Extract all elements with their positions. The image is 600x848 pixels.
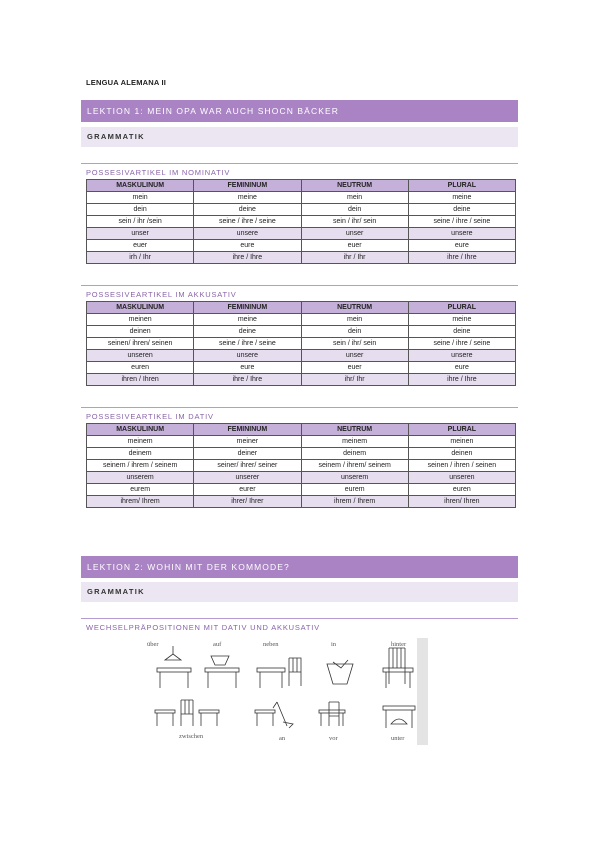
table-cell: sein / ihr /sein xyxy=(87,216,194,228)
table-cell: meinen xyxy=(408,436,515,448)
table-cell: eure xyxy=(408,240,515,252)
table-cell: eurem xyxy=(301,484,408,496)
table-row xyxy=(87,362,516,374)
table-row xyxy=(87,252,516,264)
table-cell: sein / ihr/ sein xyxy=(301,338,408,350)
table-cell: ihr/ Ihr xyxy=(301,374,408,386)
table-cell: unseren xyxy=(408,472,515,484)
table-row xyxy=(87,448,516,460)
lektion-1-title-bar: LEKTION 1: MEIN OPA WAR AUCH SHOCN BÄCKER xyxy=(81,100,518,122)
table-cell: ihr / Ihr xyxy=(301,252,408,264)
akkusativ-section xyxy=(81,285,518,386)
wechselpraepositionen-section xyxy=(81,618,518,633)
column-header: NEUTRUM xyxy=(301,302,408,314)
table-cell: seine / ihre / seine xyxy=(408,338,515,350)
table-row xyxy=(87,374,516,386)
table-cell: ihre / Ihre xyxy=(408,374,515,386)
table-header-row xyxy=(87,302,516,314)
label-auf: auf xyxy=(213,641,222,648)
table-cell: sein / ihr/ sein xyxy=(301,216,408,228)
possessive-table xyxy=(86,301,516,386)
table-cell: dein xyxy=(301,204,408,216)
table-cell: meinem xyxy=(87,436,194,448)
table-cell: dein xyxy=(301,326,408,338)
possessive-table xyxy=(86,423,516,508)
table-cell: unsere xyxy=(194,228,301,240)
column-header: PLURAL xyxy=(408,302,515,314)
table-cell: deiner xyxy=(194,448,301,460)
table-cell: unser xyxy=(301,350,408,362)
column-header: PLURAL xyxy=(408,424,515,436)
table-cell: eure xyxy=(194,362,301,374)
table-cell: seine / ihre / seine xyxy=(408,216,515,228)
column-header: MASKULINUM xyxy=(87,302,194,314)
dativ-section xyxy=(81,407,518,508)
table-cell: ihre / Ihre xyxy=(408,252,515,264)
table-cell: ihre / Ihre xyxy=(194,374,301,386)
table-cell: ihrer/ Ihrer xyxy=(194,496,301,508)
table-cell: unserem xyxy=(87,472,194,484)
table-cell: ihren / Ihren xyxy=(87,374,194,386)
section-title: WECHSELPRÄPOSITIONEN MIT DATIV UND AKKUSATIV xyxy=(81,618,518,633)
table-header-row xyxy=(87,424,516,436)
table-cell: euer xyxy=(301,240,408,252)
section-title: POSSESIVEARTIKEL IM AKKUSATIV xyxy=(81,285,518,300)
table-cell: deine xyxy=(194,326,301,338)
table-cell: unserer xyxy=(194,472,301,484)
table-row xyxy=(87,436,516,448)
table-cell: ihrem/ Ihrem xyxy=(87,496,194,508)
table-row xyxy=(87,240,516,252)
column-header: NEUTRUM xyxy=(301,180,408,192)
table-row xyxy=(87,350,516,362)
table-cell: euer xyxy=(301,362,408,374)
table-cell: deine xyxy=(408,326,515,338)
table-row xyxy=(87,460,516,472)
table-cell: ihren/ Ihren xyxy=(408,496,515,508)
table-cell: unser xyxy=(301,228,408,240)
table-cell: seinem / ihrem/ seinem xyxy=(301,460,408,472)
column-header: FEMININUM xyxy=(194,424,301,436)
label-vor: vor xyxy=(329,735,338,742)
section-title: POSSESIVEARTIKEL IM DATIV xyxy=(81,407,518,422)
label-an: an xyxy=(279,735,286,742)
table-cell: eure xyxy=(194,240,301,252)
table-row xyxy=(87,314,516,326)
lektion-2-title-bar: LEKTION 2: WOHIN MIT DER KOMMODE? xyxy=(81,556,518,578)
table-row xyxy=(87,496,516,508)
label-neben: neben xyxy=(263,641,279,648)
table-cell: meine xyxy=(194,314,301,326)
column-header: NEUTRUM xyxy=(301,424,408,436)
lektion-2-grammatik-bar: GRAMMATIK xyxy=(81,582,518,602)
table-cell: meinen xyxy=(87,314,194,326)
column-header: FEMININUM xyxy=(194,302,301,314)
table-cell: meiner xyxy=(194,436,301,448)
table-cell: mein xyxy=(301,314,408,326)
label-in: in xyxy=(331,641,337,648)
table-cell: euren xyxy=(87,362,194,374)
column-header: MASKULINUM xyxy=(87,180,194,192)
table-cell: deinem xyxy=(301,448,408,460)
table-cell: euren xyxy=(408,484,515,496)
table-cell: unsere xyxy=(194,350,301,362)
table-cell: ihrem / Ihrem xyxy=(301,496,408,508)
table-cell: meine xyxy=(408,314,515,326)
nominativ-section xyxy=(81,163,518,264)
table-row xyxy=(87,216,516,228)
table-cell: deinen xyxy=(87,326,194,338)
section-title: POSSESIVARTIKEL IM NOMINATIV xyxy=(81,163,518,178)
table-cell: irh / Ihr xyxy=(87,252,194,264)
table-cell: eurer xyxy=(194,484,301,496)
label-ueber: über xyxy=(147,641,159,648)
table-cell: mein xyxy=(301,192,408,204)
table-cell: meine xyxy=(408,192,515,204)
prepositions-illustration xyxy=(143,638,428,745)
table-row xyxy=(87,204,516,216)
table-cell: seinen/ ihren/ seinen xyxy=(87,338,194,350)
table-cell: unsere xyxy=(408,228,515,240)
table-cell: deinen xyxy=(408,448,515,460)
table-cell: dein xyxy=(87,204,194,216)
column-header: FEMININUM xyxy=(194,180,301,192)
table-row xyxy=(87,484,516,496)
table-cell: deine xyxy=(194,204,301,216)
table-cell: eure xyxy=(408,362,515,374)
table-cell: meine xyxy=(194,192,301,204)
label-hinter: hinter xyxy=(391,641,407,648)
label-unter: unter xyxy=(391,735,405,742)
table-row xyxy=(87,228,516,240)
table-row xyxy=(87,338,516,350)
column-header: PLURAL xyxy=(408,180,515,192)
table-cell: eurem xyxy=(87,484,194,496)
table-cell: unser xyxy=(87,228,194,240)
label-zwischen: zwischen xyxy=(179,733,204,740)
column-header: MASKULINUM xyxy=(87,424,194,436)
table-cell: seine / ihre / seine xyxy=(194,338,301,350)
table-cell: ihre / Ihre xyxy=(194,252,301,264)
table-cell: seinen / ihren / seinen xyxy=(408,460,515,472)
document-header: LENGUA ALEMANA II xyxy=(86,78,167,87)
table-cell: seinem / ihrem / seinem xyxy=(87,460,194,472)
table-cell: unserem xyxy=(301,472,408,484)
table-cell: unseren xyxy=(87,350,194,362)
table-row xyxy=(87,472,516,484)
table-row xyxy=(87,192,516,204)
table-row xyxy=(87,326,516,338)
possessive-table xyxy=(86,179,516,264)
table-cell: deinem xyxy=(87,448,194,460)
table-header-row xyxy=(87,180,516,192)
table-cell: deine xyxy=(408,204,515,216)
table-cell: meinem xyxy=(301,436,408,448)
table-cell: seiner/ ihrer/ seiner xyxy=(194,460,301,472)
table-cell: unsere xyxy=(408,350,515,362)
table-cell: mein xyxy=(87,192,194,204)
table-cell: euer xyxy=(87,240,194,252)
table-cell: seine / ihre / seine xyxy=(194,216,301,228)
lektion-1-grammatik-bar: GRAMMATIK xyxy=(81,127,518,147)
